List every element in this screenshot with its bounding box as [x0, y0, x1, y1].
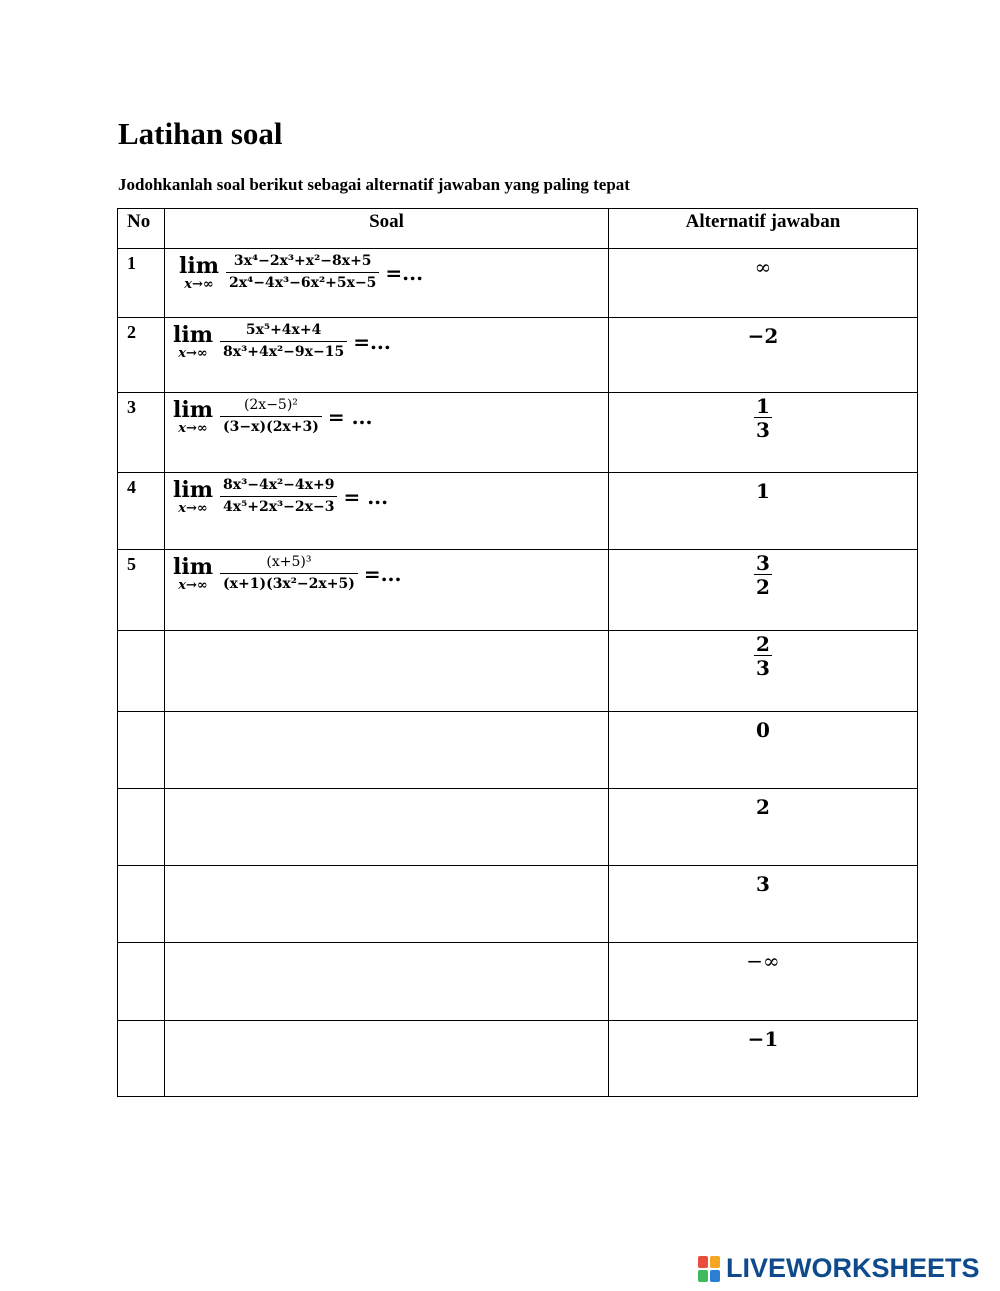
numerator: 3x⁴−2x³+x²−8x+5 — [233, 253, 372, 269]
table-row — [118, 318, 918, 393]
answer-cell — [609, 1021, 918, 1097]
limit-operator — [173, 323, 213, 361]
lim-subscript: x→∞ — [178, 577, 208, 593]
answer-numerator: 3 — [756, 551, 770, 575]
equals-ellipsis: = ... — [327, 404, 373, 429]
question-cell — [165, 393, 609, 473]
row-number: 2 — [118, 318, 165, 393]
fraction — [220, 397, 322, 436]
answer-cell — [609, 550, 918, 631]
denominator: 4x⁵+2x³−2x−3 — [220, 496, 337, 516]
limit-operator — [173, 555, 213, 593]
answer-cell — [609, 712, 918, 789]
answer-denominator: 3 — [756, 656, 770, 680]
answer-fraction — [754, 395, 772, 442]
equals-ellipsis: =... — [363, 561, 402, 586]
answer-denominator: 3 — [756, 418, 770, 442]
answer-cell — [609, 393, 918, 473]
header-answer: Alternatif jawaban — [609, 209, 918, 249]
row-number — [118, 712, 165, 789]
answer-value: −1 — [747, 1027, 779, 1051]
lim-word: lim — [173, 553, 213, 580]
numerator: (2x−5)² — [243, 397, 298, 413]
logo-mark-icon — [698, 1256, 722, 1282]
answer-numerator: 2 — [756, 632, 770, 656]
limit-expression — [165, 473, 388, 516]
answer-value: −2 — [747, 324, 779, 348]
row-number — [118, 866, 165, 943]
table-row — [118, 866, 918, 943]
row-number: 3 — [118, 393, 165, 473]
logo-text: LIVEWORKSHEETS — [726, 1253, 980, 1283]
table-row — [118, 1021, 918, 1097]
lim-subscript: x→∞ — [178, 420, 208, 436]
table-header-row — [118, 209, 918, 249]
answer-cell — [609, 866, 918, 943]
numerator: 5x⁵+4x+4 — [245, 322, 322, 338]
row-number: 5 — [118, 550, 165, 631]
answer-numerator: 1 — [756, 394, 770, 418]
answer-value: 1 — [756, 479, 770, 503]
question-cell — [165, 866, 609, 943]
table-row — [118, 249, 918, 318]
table-row — [118, 473, 918, 550]
header-soal: Soal — [165, 209, 609, 249]
lim-word: lim — [173, 396, 213, 423]
table-row — [118, 789, 918, 866]
logo-square-4 — [710, 1270, 720, 1282]
answer-cell — [609, 249, 918, 318]
limit-expression — [165, 550, 401, 593]
lim-word: lim — [179, 252, 219, 279]
question-cell — [165, 1021, 609, 1097]
row-number: 4 — [118, 473, 165, 550]
answer-denominator: 2 — [756, 575, 770, 599]
answer-value: ∞ — [754, 255, 772, 279]
row-number — [118, 943, 165, 1021]
table-row — [118, 943, 918, 1021]
question-cell — [165, 249, 609, 318]
fraction — [226, 253, 379, 292]
lim-word: lim — [173, 476, 213, 503]
instruction-text: Jodohkanlah soal berikut sebagai alternatif jawaban yang paling tepat — [118, 175, 630, 194]
question-cell — [165, 789, 609, 866]
question-cell — [165, 712, 609, 789]
lim-subscript: x→∞ — [184, 276, 214, 292]
answer-fraction — [754, 633, 772, 680]
equals-ellipsis: = ... — [343, 484, 389, 509]
lim-word: lim — [173, 321, 213, 348]
table-row — [118, 712, 918, 789]
denominator: 2x⁴−4x³−6x²+5x−5 — [226, 272, 379, 292]
fraction — [220, 322, 347, 361]
row-number — [118, 789, 165, 866]
table-body — [118, 249, 918, 1097]
logo-square-2 — [710, 1256, 720, 1268]
limit-expression — [165, 318, 391, 361]
answer-value: 0 — [756, 718, 770, 742]
answer-cell — [609, 318, 918, 393]
answer-cell — [609, 943, 918, 1021]
table-row — [118, 550, 918, 631]
question-cell — [165, 318, 609, 393]
question-cell — [165, 550, 609, 631]
equals-ellipsis: =... — [353, 329, 391, 354]
header-no: No — [118, 209, 165, 249]
answer-cell — [609, 789, 918, 866]
limit-expression — [165, 249, 423, 292]
row-number — [118, 1021, 165, 1097]
fraction — [220, 477, 337, 516]
fraction — [220, 554, 358, 593]
question-cell — [165, 473, 609, 550]
logo-square-3 — [698, 1270, 708, 1282]
limit-operator — [173, 398, 213, 436]
answer-value: 2 — [756, 795, 770, 819]
lim-subscript: x→∞ — [178, 500, 208, 516]
answer-cell — [609, 631, 918, 712]
answer-fraction — [754, 552, 772, 599]
denominator: 8x³+4x²−9x−15 — [220, 341, 347, 361]
row-number: 1 — [118, 249, 165, 318]
liveworksheets-logo — [698, 1253, 980, 1284]
answer-cell — [609, 473, 918, 550]
row-number — [118, 631, 165, 712]
lim-subscript: x→∞ — [178, 345, 208, 361]
denominator: (3−x)(2x+3) — [220, 416, 322, 436]
denominator: (x+1)(3x²−2x+5) — [220, 573, 358, 593]
logo-square-1 — [698, 1256, 708, 1268]
numerator: 8x³−4x²−4x+9 — [223, 477, 335, 493]
limit-operator — [179, 254, 219, 292]
equals-ellipsis: =... — [385, 260, 424, 285]
numerator: (x+5)³ — [266, 554, 312, 570]
question-cell — [165, 631, 609, 712]
answer-value: −∞ — [746, 949, 780, 973]
page-title: Latihan soal — [118, 116, 283, 151]
question-cell — [165, 943, 609, 1021]
limit-expression — [165, 393, 372, 436]
answer-value: 3 — [756, 872, 770, 896]
table-row — [118, 631, 918, 712]
limit-operator — [173, 478, 213, 516]
question-table — [117, 208, 918, 1097]
table-row — [118, 393, 918, 473]
